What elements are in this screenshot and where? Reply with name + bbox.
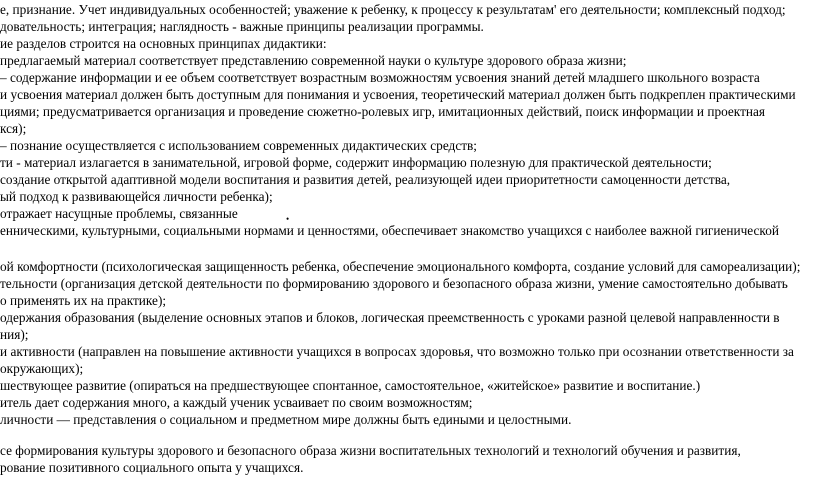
text-line: рование позитивного социального опыта у учащихся. (0, 460, 304, 475)
text-line: ния); (0, 327, 29, 342)
text-line: енническими, культурными, социальными нормами и ценностями, обеспечивает знакомство учащихся с наиболее важной гигиенической (0, 223, 779, 238)
text-line: итель дает содержания много, а каждый ученик усваивает по своим возможностям; (0, 395, 473, 410)
text-line: предлагаемый материал соответствует представлению современной науки о культуре здорового образа жизни; (0, 53, 627, 68)
text-line: отражает насущные проблемы, связанные (0, 206, 238, 221)
bullet-mark: • (286, 214, 290, 224)
text-line: одержания образования (выделение основных этапов и блоков, логическая преемственность с уроками разной целевой направленности в (0, 310, 780, 325)
text-line: и активности (направлен на повышение активности учащихся в вопросах здоровья, что возможно только при осознании ответственности за (0, 344, 794, 359)
text-line: ие разделов строится на основных принципах дидактики: (0, 36, 327, 51)
text-line: и усвоения материал должен быть доступным для понимания и усвоения, теоретический материал должен быть подкреплен практическими (0, 87, 796, 102)
text-line: кся); (0, 121, 27, 136)
text-line: ти - материал излагается в занимательной, игровой форме, содержит информацию полезную для практической деятельности; (0, 155, 712, 170)
text-line: личности — представления о социальном и предметном мире должны быть едиными и целостными. (0, 412, 572, 427)
text-line: циями; предусматривается организация и проведение сюжетно-ролевых игр, имитационных действий, поиск информации и проектная (0, 104, 766, 119)
text-line: создание открытой адаптивной модели воспитания и развития детей, реализующей идеи приоритетности самоценности детства, (0, 172, 731, 187)
text-line: шествующее развитие (опираться на предшествующее спонтанное, самостоятельное, «житейское» развитие и воспитание.) (0, 378, 701, 393)
text-line: ый подход к развивающейся личности ребенка); (0, 189, 273, 204)
text-line: ой комфортности (психологическая защищенность ребенка, обеспечение эмоционального комфорта, создание условий для самореализации); (0, 259, 801, 274)
text-line: е, признание. Учет индивидуальных особенностей; уважение к ребенку, к процессу к результатам' его деятельности; комплексный подход; (0, 2, 786, 17)
text-line: се формирования культуры здорового и безопасного образа жизни воспитательных технологий и технологий обучения и развития, (0, 443, 741, 458)
text-line: – содержание информации и ее объем соответствует возрастным возможностям усвоения знаний детей младшего школьного возраста (0, 70, 760, 85)
text-line: тельности (организация детской деятельности по формированию здорового и безопасного образа жизни, умение самостоятельно добывать (0, 276, 788, 291)
text-line: довательность; интеграция; наглядность - важные принципы реализации программы. (0, 19, 484, 34)
text-line: о применять их на практике); (0, 293, 167, 308)
text-line: окружающих); (0, 361, 84, 376)
text-line: – познание осуществляется с использованием современных дидактических средств; (0, 138, 477, 153)
